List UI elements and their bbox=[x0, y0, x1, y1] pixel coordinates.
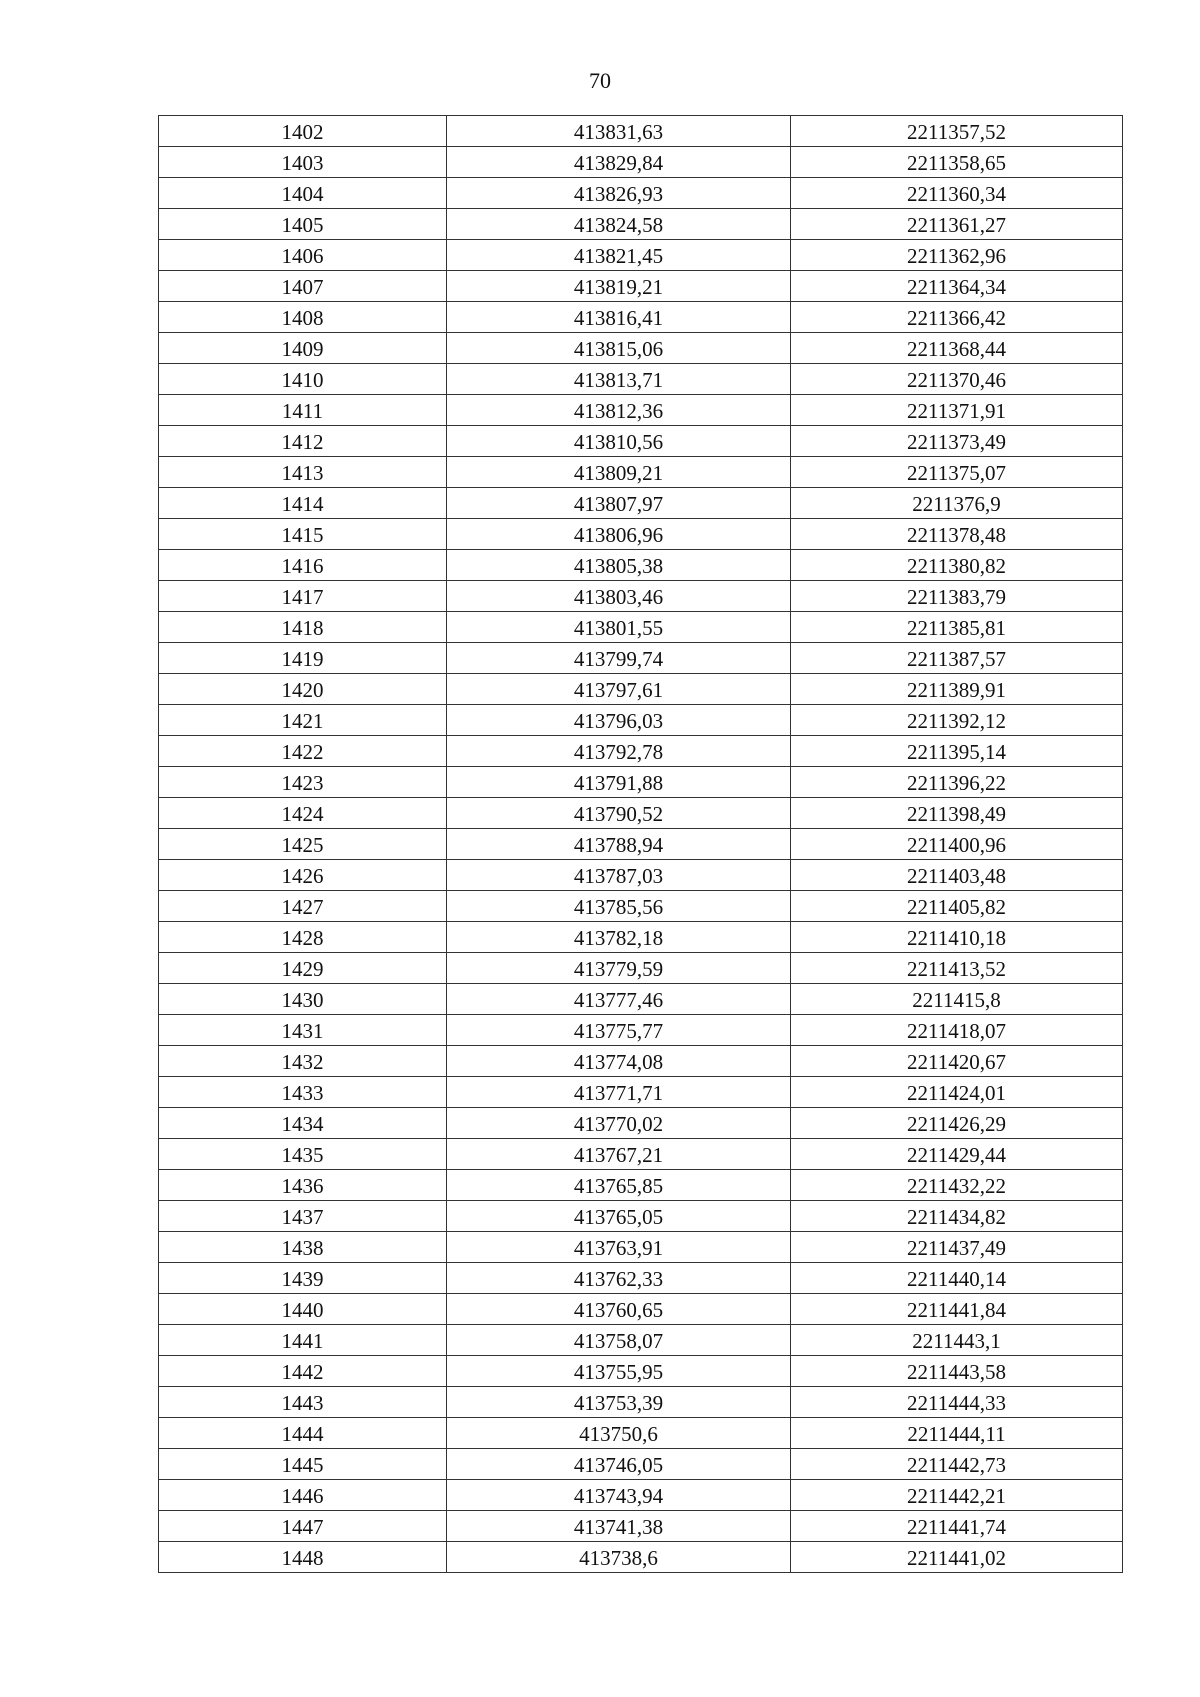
table-row bbox=[159, 798, 1123, 829]
point-number-cell: 1406 bbox=[159, 240, 447, 271]
y-coordinate-cell: 2211429,44 bbox=[791, 1139, 1123, 1170]
y-coordinate-cell: 2211362,96 bbox=[791, 240, 1123, 271]
x-coordinate-cell: 413758,07 bbox=[447, 1325, 791, 1356]
point-number-cell: 1437 bbox=[159, 1201, 447, 1232]
x-coordinate-cell: 413810,56 bbox=[447, 426, 791, 457]
x-coordinate-cell: 413763,91 bbox=[447, 1232, 791, 1263]
point-number-cell: 1436 bbox=[159, 1170, 447, 1201]
y-coordinate-cell: 2211413,52 bbox=[791, 953, 1123, 984]
table-row bbox=[159, 829, 1123, 860]
point-number-cell: 1448 bbox=[159, 1542, 447, 1573]
point-number-cell: 1433 bbox=[159, 1077, 447, 1108]
y-coordinate-cell: 2211366,42 bbox=[791, 302, 1123, 333]
y-coordinate-cell: 2211443,1 bbox=[791, 1325, 1123, 1356]
table-row bbox=[159, 116, 1123, 147]
x-coordinate-cell: 413826,93 bbox=[447, 178, 791, 209]
x-coordinate-cell: 413807,97 bbox=[447, 488, 791, 519]
y-coordinate-cell: 2211444,33 bbox=[791, 1387, 1123, 1418]
x-coordinate-cell: 413824,58 bbox=[447, 209, 791, 240]
x-coordinate-cell: 413738,6 bbox=[447, 1542, 791, 1573]
table-row bbox=[159, 1356, 1123, 1387]
point-number-cell: 1426 bbox=[159, 860, 447, 891]
table-row bbox=[159, 240, 1123, 271]
point-number-cell: 1410 bbox=[159, 364, 447, 395]
y-coordinate-cell: 2211441,84 bbox=[791, 1294, 1123, 1325]
table-row bbox=[159, 395, 1123, 426]
x-coordinate-cell: 413829,84 bbox=[447, 147, 791, 178]
y-coordinate-cell: 2211442,21 bbox=[791, 1480, 1123, 1511]
point-number-cell: 1427 bbox=[159, 891, 447, 922]
x-coordinate-cell: 413762,33 bbox=[447, 1263, 791, 1294]
table-row bbox=[159, 953, 1123, 984]
table-row bbox=[159, 488, 1123, 519]
table-row bbox=[159, 457, 1123, 488]
point-number-cell: 1413 bbox=[159, 457, 447, 488]
y-coordinate-cell: 2211395,14 bbox=[791, 736, 1123, 767]
table-row bbox=[159, 612, 1123, 643]
table-row bbox=[159, 302, 1123, 333]
point-number-cell: 1432 bbox=[159, 1046, 447, 1077]
table-row bbox=[159, 860, 1123, 891]
point-number-cell: 1429 bbox=[159, 953, 447, 984]
table-row bbox=[159, 271, 1123, 302]
x-coordinate-cell: 413831,63 bbox=[447, 116, 791, 147]
y-coordinate-cell: 2211434,82 bbox=[791, 1201, 1123, 1232]
x-coordinate-cell: 413812,36 bbox=[447, 395, 791, 426]
table-row bbox=[159, 1387, 1123, 1418]
x-coordinate-cell: 413796,03 bbox=[447, 705, 791, 736]
x-coordinate-cell: 413819,21 bbox=[447, 271, 791, 302]
y-coordinate-cell: 2211392,12 bbox=[791, 705, 1123, 736]
point-number-cell: 1425 bbox=[159, 829, 447, 860]
point-number-cell: 1411 bbox=[159, 395, 447, 426]
point-number-cell: 1444 bbox=[159, 1418, 447, 1449]
x-coordinate-cell: 413805,38 bbox=[447, 550, 791, 581]
x-coordinate-cell: 413801,55 bbox=[447, 612, 791, 643]
point-number-cell: 1428 bbox=[159, 922, 447, 953]
table-row bbox=[159, 178, 1123, 209]
y-coordinate-cell: 2211385,81 bbox=[791, 612, 1123, 643]
table-row bbox=[159, 674, 1123, 705]
y-coordinate-cell: 2211368,44 bbox=[791, 333, 1123, 364]
point-number-cell: 1414 bbox=[159, 488, 447, 519]
x-coordinate-cell: 413746,05 bbox=[447, 1449, 791, 1480]
point-number-cell: 1402 bbox=[159, 116, 447, 147]
y-coordinate-cell: 2211400,96 bbox=[791, 829, 1123, 860]
x-coordinate-cell: 413774,08 bbox=[447, 1046, 791, 1077]
table-row bbox=[159, 767, 1123, 798]
table-row bbox=[159, 1449, 1123, 1480]
point-number-cell: 1407 bbox=[159, 271, 447, 302]
x-coordinate-cell: 413790,52 bbox=[447, 798, 791, 829]
point-number-cell: 1422 bbox=[159, 736, 447, 767]
y-coordinate-cell: 2211396,22 bbox=[791, 767, 1123, 798]
x-coordinate-cell: 413803,46 bbox=[447, 581, 791, 612]
table-row bbox=[159, 1046, 1123, 1077]
x-coordinate-cell: 413767,21 bbox=[447, 1139, 791, 1170]
y-coordinate-cell: 2211398,49 bbox=[791, 798, 1123, 829]
table-row bbox=[159, 1480, 1123, 1511]
point-number-cell: 1439 bbox=[159, 1263, 447, 1294]
table-row bbox=[159, 1108, 1123, 1139]
y-coordinate-cell: 2211410,18 bbox=[791, 922, 1123, 953]
page-number: 70 bbox=[589, 68, 611, 93]
point-number-cell: 1409 bbox=[159, 333, 447, 364]
x-coordinate-cell: 413755,95 bbox=[447, 1356, 791, 1387]
table-row bbox=[159, 1511, 1123, 1542]
table-row bbox=[159, 550, 1123, 581]
point-number-cell: 1430 bbox=[159, 984, 447, 1015]
y-coordinate-cell: 2211375,07 bbox=[791, 457, 1123, 488]
point-number-cell: 1443 bbox=[159, 1387, 447, 1418]
y-coordinate-cell: 2211441,74 bbox=[791, 1511, 1123, 1542]
x-coordinate-cell: 413779,59 bbox=[447, 953, 791, 984]
y-coordinate-cell: 2211415,8 bbox=[791, 984, 1123, 1015]
x-coordinate-cell: 413765,85 bbox=[447, 1170, 791, 1201]
coordinates-table bbox=[158, 115, 1123, 1573]
table-row bbox=[159, 922, 1123, 953]
table-row bbox=[159, 581, 1123, 612]
table-row bbox=[159, 1139, 1123, 1170]
table-row bbox=[159, 1232, 1123, 1263]
table-row bbox=[159, 1294, 1123, 1325]
table-row bbox=[159, 1201, 1123, 1232]
y-coordinate-cell: 2211437,49 bbox=[791, 1232, 1123, 1263]
point-number-cell: 1438 bbox=[159, 1232, 447, 1263]
point-number-cell: 1405 bbox=[159, 209, 447, 240]
point-number-cell: 1423 bbox=[159, 767, 447, 798]
y-coordinate-cell: 2211443,58 bbox=[791, 1356, 1123, 1387]
x-coordinate-cell: 413792,78 bbox=[447, 736, 791, 767]
point-number-cell: 1415 bbox=[159, 519, 447, 550]
point-number-cell: 1403 bbox=[159, 147, 447, 178]
point-number-cell: 1421 bbox=[159, 705, 447, 736]
table-row bbox=[159, 1170, 1123, 1201]
point-number-cell: 1446 bbox=[159, 1480, 447, 1511]
table-row bbox=[159, 736, 1123, 767]
y-coordinate-cell: 2211440,14 bbox=[791, 1263, 1123, 1294]
table-row bbox=[159, 1015, 1123, 1046]
y-coordinate-cell: 2211361,27 bbox=[791, 209, 1123, 240]
point-number-cell: 1441 bbox=[159, 1325, 447, 1356]
x-coordinate-cell: 413775,77 bbox=[447, 1015, 791, 1046]
point-number-cell: 1408 bbox=[159, 302, 447, 333]
x-coordinate-cell: 413797,61 bbox=[447, 674, 791, 705]
table-row bbox=[159, 519, 1123, 550]
x-coordinate-cell: 413809,21 bbox=[447, 457, 791, 488]
x-coordinate-cell: 413741,38 bbox=[447, 1511, 791, 1542]
table-row bbox=[159, 1077, 1123, 1108]
x-coordinate-cell: 413743,94 bbox=[447, 1480, 791, 1511]
x-coordinate-cell: 413791,88 bbox=[447, 767, 791, 798]
y-coordinate-cell: 2211441,02 bbox=[791, 1542, 1123, 1573]
x-coordinate-cell: 413813,71 bbox=[447, 364, 791, 395]
y-coordinate-cell: 2211387,57 bbox=[791, 643, 1123, 674]
y-coordinate-cell: 2211360,34 bbox=[791, 178, 1123, 209]
table-row bbox=[159, 1418, 1123, 1449]
coordinates-table-body bbox=[159, 116, 1123, 1573]
table-row bbox=[159, 1325, 1123, 1356]
table-row bbox=[159, 984, 1123, 1015]
x-coordinate-cell: 413753,39 bbox=[447, 1387, 791, 1418]
table-row bbox=[159, 364, 1123, 395]
x-coordinate-cell: 413806,96 bbox=[447, 519, 791, 550]
point-number-cell: 1419 bbox=[159, 643, 447, 674]
x-coordinate-cell: 413770,02 bbox=[447, 1108, 791, 1139]
point-number-cell: 1440 bbox=[159, 1294, 447, 1325]
x-coordinate-cell: 413785,56 bbox=[447, 891, 791, 922]
table-row bbox=[159, 426, 1123, 457]
table-row bbox=[159, 705, 1123, 736]
point-number-cell: 1447 bbox=[159, 1511, 447, 1542]
y-coordinate-cell: 2211403,48 bbox=[791, 860, 1123, 891]
x-coordinate-cell: 413765,05 bbox=[447, 1201, 791, 1232]
table-row bbox=[159, 147, 1123, 178]
x-coordinate-cell: 413816,41 bbox=[447, 302, 791, 333]
table-row bbox=[159, 333, 1123, 364]
y-coordinate-cell: 2211442,73 bbox=[791, 1449, 1123, 1480]
point-number-cell: 1412 bbox=[159, 426, 447, 457]
table-row bbox=[159, 891, 1123, 922]
table-row bbox=[159, 1263, 1123, 1294]
y-coordinate-cell: 2211424,01 bbox=[791, 1077, 1123, 1108]
point-number-cell: 1445 bbox=[159, 1449, 447, 1480]
table-row bbox=[159, 209, 1123, 240]
point-number-cell: 1431 bbox=[159, 1015, 447, 1046]
y-coordinate-cell: 2211420,67 bbox=[791, 1046, 1123, 1077]
x-coordinate-cell: 413771,71 bbox=[447, 1077, 791, 1108]
x-coordinate-cell: 413787,03 bbox=[447, 860, 791, 891]
x-coordinate-cell: 413799,74 bbox=[447, 643, 791, 674]
y-coordinate-cell: 2211364,34 bbox=[791, 271, 1123, 302]
point-number-cell: 1420 bbox=[159, 674, 447, 705]
x-coordinate-cell: 413760,65 bbox=[447, 1294, 791, 1325]
point-number-cell: 1404 bbox=[159, 178, 447, 209]
y-coordinate-cell: 2211357,52 bbox=[791, 116, 1123, 147]
y-coordinate-cell: 2211389,91 bbox=[791, 674, 1123, 705]
point-number-cell: 1416 bbox=[159, 550, 447, 581]
point-number-cell: 1442 bbox=[159, 1356, 447, 1387]
point-number-cell: 1417 bbox=[159, 581, 447, 612]
y-coordinate-cell: 2211380,82 bbox=[791, 550, 1123, 581]
y-coordinate-cell: 2211373,49 bbox=[791, 426, 1123, 457]
x-coordinate-cell: 413777,46 bbox=[447, 984, 791, 1015]
x-coordinate-cell: 413750,6 bbox=[447, 1418, 791, 1449]
point-number-cell: 1435 bbox=[159, 1139, 447, 1170]
x-coordinate-cell: 413815,06 bbox=[447, 333, 791, 364]
y-coordinate-cell: 2211418,07 bbox=[791, 1015, 1123, 1046]
table-row bbox=[159, 1542, 1123, 1573]
point-number-cell: 1424 bbox=[159, 798, 447, 829]
point-number-cell: 1418 bbox=[159, 612, 447, 643]
y-coordinate-cell: 2211371,91 bbox=[791, 395, 1123, 426]
y-coordinate-cell: 2211432,22 bbox=[791, 1170, 1123, 1201]
y-coordinate-cell: 2211378,48 bbox=[791, 519, 1123, 550]
y-coordinate-cell: 2211405,82 bbox=[791, 891, 1123, 922]
y-coordinate-cell: 2211426,29 bbox=[791, 1108, 1123, 1139]
x-coordinate-cell: 413788,94 bbox=[447, 829, 791, 860]
y-coordinate-cell: 2211370,46 bbox=[791, 364, 1123, 395]
point-number-cell: 1434 bbox=[159, 1108, 447, 1139]
y-coordinate-cell: 2211376,9 bbox=[791, 488, 1123, 519]
y-coordinate-cell: 2211444,11 bbox=[791, 1418, 1123, 1449]
y-coordinate-cell: 2211358,65 bbox=[791, 147, 1123, 178]
y-coordinate-cell: 2211383,79 bbox=[791, 581, 1123, 612]
table-row bbox=[159, 643, 1123, 674]
x-coordinate-cell: 413782,18 bbox=[447, 922, 791, 953]
x-coordinate-cell: 413821,45 bbox=[447, 240, 791, 271]
